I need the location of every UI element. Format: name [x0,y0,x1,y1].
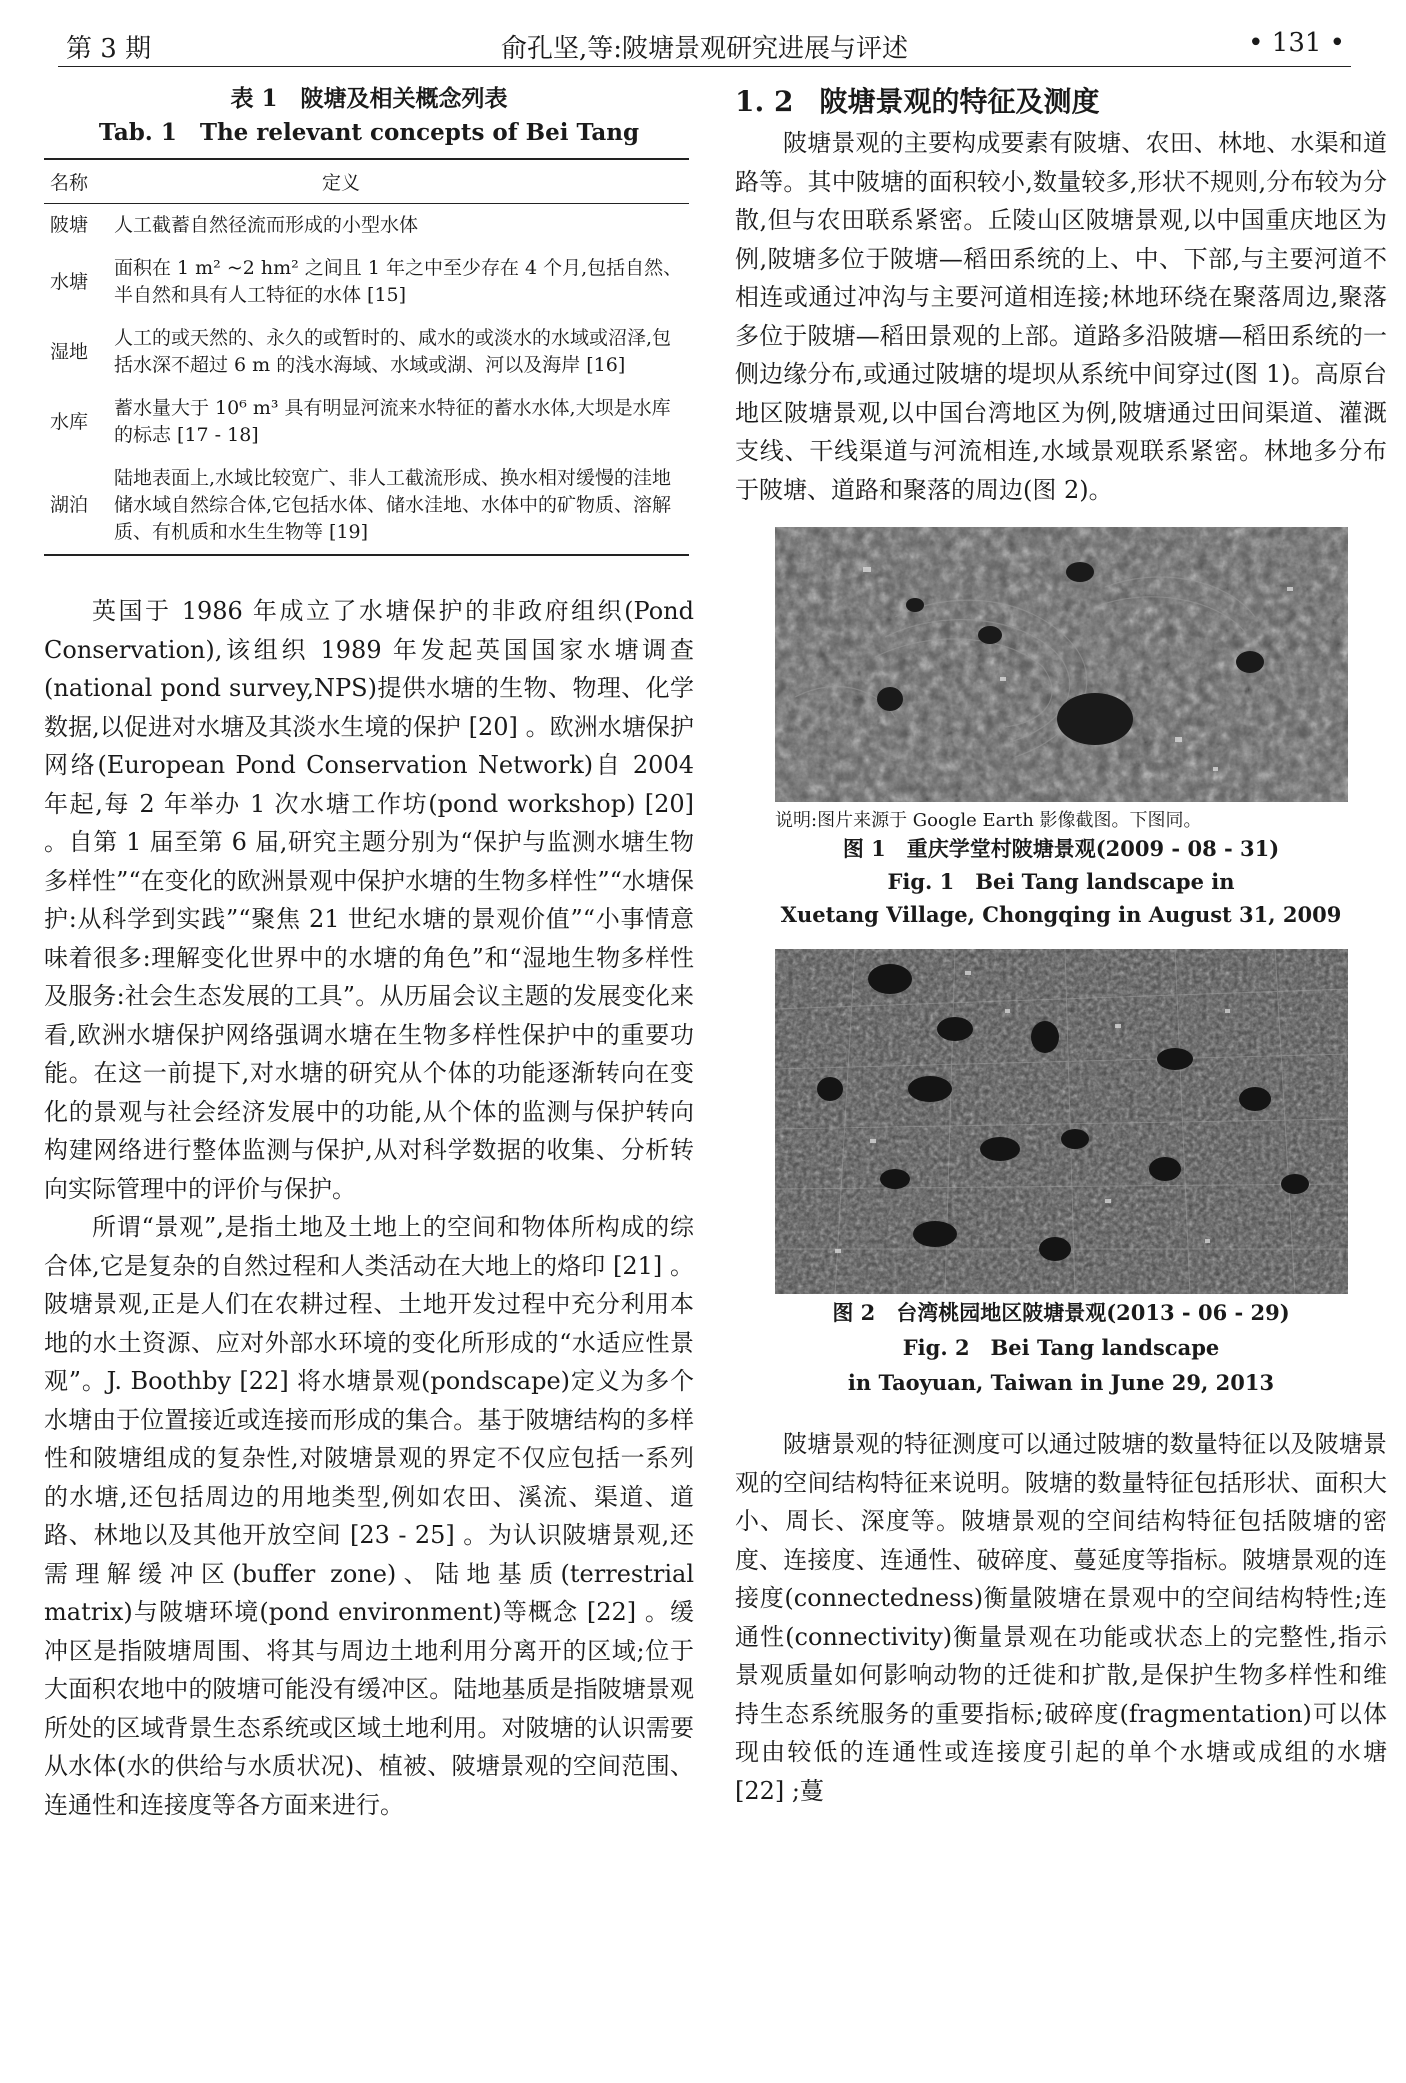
body-paragraph: 英国于 1986 年成立了水塘保护的非政府组织(Pond Conservation),该组织 1989 年发起英国国家水塘调查(national pond survey,NPS)提供水塘的生物、物理、化学数据,以促进对水塘及其淡水生境的保护 [20] 。欧洲水塘保护网络(European Pond Conservation Network)自 2004 年起,每 2 年举办 1 次水塘工作坊(pond workshop) [20] 。自第 1 届至第 6 届,研究主题分别为“保护与监测水塘生物多样性”“在变化的欧洲景观中保护水塘的生物多样性”“水塘保护:从科学到实践”“聚焦 21 世纪水塘的景观价值”“小事情意味着很多:理解变化世界中的水塘的角色”和“湿地生物多样性及服务:社会生态发展的工具”。从历届会议主题的发展变化来看,欧洲水塘保护网络强调水塘在生物多样性保护中的重要功能。在这一前提下,对水塘的研究从个体的功能逐渐转向在变化的景观与社会经济发展中的功能,从个体的监测与保护转向构建网络进行整体监测与保护,从对科学数据的收集、分析转向实际管理中的评价与保护。 [44,597,694,1203]
cell-definition: 陆地表面上,水域比较宽广、非人工截流形成、换水相对缓慢的洼地储水域自然综合体,它包括水体、储水洼地、水体中的矿物质、溶解质、有机质和水生生物等 [19] [114,467,672,543]
concepts-table [44,158,689,556]
figure-1-caption-en-line1: Fig. 1 Bei Tang landscape in [887,869,1235,894]
right-column [735,82,1387,1810]
cell-name: 水库 [50,410,89,433]
figure-1 [735,527,1387,931]
figure-1-caption-cn: 图 1 重庆学堂村陂塘景观(2009 - 08 - 31) [842,836,1280,861]
left-column [44,82,694,1824]
page-number: • 131 • [1248,28,1345,58]
body-paragraph: 所谓“景观”,是指土地及土地上的空间和物体所构成的综合体,它是复杂的自然过程和人类活动在大地上的烙印 [21] 。陂塘景观,正是人们在农耕过程、土地开发过程中充分利用本地的水土资源、应对外部水环境的变化所形成的“水适应性景观”。J. Boothby [22] 将水塘景观(pondscape)定义为多个水塘由于位置接近或连接而形成的集合。基于陂塘结构的多样性和陂塘组成的复杂性,对陂塘景观的界定不仅应包括一系列的水塘,还包括周边的用地类型,例如农田、溪流、渠道、道路、林地以及其他开放空间 [23 - 25] 。为认识陂塘景观,还需理解缓冲区(buffer zone)、陆地基质(terrestrial matrix)与陂塘环境(pond environment)等概念 [22] 。缓冲区是指陂塘周围、将其与周边土地利用分离开的区域;位于大面积农地中的陂塘可能没有缓冲区。陆地基质是指陂塘景观所处的区域背景生态系统或区域土地利用。对陂塘的认识需要从水体(水的供给与水质状况)、植被、陂塘景观的空间范围、连通性和连接度等各方面来进行。 [44,1213,694,1819]
cell-definition: 人工截蓄自然径流而形成的小型水体 [114,214,419,236]
col-header-name: 名称 [44,159,108,204]
table-caption-en: Tab. 1 The relevant concepts of Bei Tang [98,119,640,146]
figure-1-caption-en-line2: Xuetang Village, Chongqing in August 31, 2009 [780,902,1342,927]
col-header-definition: 定义 [108,159,689,204]
running-title: 俞孔坚,等:陂塘景观研究进展与评述 [500,34,909,64]
table-row [44,387,689,457]
cell-name: 水塘 [50,270,89,293]
cell-name: 陂塘 [50,214,89,236]
issue-number: 第 3 期 [66,34,152,64]
figure-2 [735,949,1387,1399]
table-row [44,457,689,555]
table-caption-cn: 表 1 陂塘及相关概念列表 [230,85,508,112]
table-header-row [44,159,689,204]
right-body-text-bottom [735,1425,1387,1810]
figure-2-caption-en-line1: Fig. 2 Bei Tang landscape [902,1335,1220,1360]
section-title: 陂塘景观的特征及测度 [819,85,1100,118]
figure-note: 说明:图片来源于 Google Earth 影像截图。下图同。 [775,810,1202,831]
section-number: 1. 2 [735,85,794,118]
satellite-image-taoyuan [775,949,1348,1294]
body-paragraph: 陂塘景观的特征测度可以通过陂塘的数量特征以及陂塘景观的空间结构特征来说明。陂塘的数量特征包括形状、面积大小、周长、深度等。陂塘景观的空间结构特征包括陂塘的密度、连接度、连通性、破碎度、蔓延度等指标。陂塘景观的连接度(connectedness)衡量陂塘在景观中的空间结构特性;连通性(connectivity)衡量景观在功能或状态上的完整性,指示景观质量如何影响动物的迁徙和扩散,是保护生物多样性和维持生态系统服务的重要指标;破碎度(fragmentation)可以体现由较低的连通性或连接度引起的单个水塘或成组的水塘 [22] ;蔓 [735,1430,1387,1805]
running-header [58,22,1351,67]
satellite-image-chongqing [775,527,1348,802]
table-row [44,317,689,387]
cell-definition: 蓄水量大于 10⁶ m³ 具有明显河流来水特征的蓄水水体,大坝是水库的标志 [17 - 18] [114,397,671,446]
section-heading [735,82,1387,122]
figure-2-caption-en-line2: in Taoyuan, Taiwan in June 29, 2013 [847,1370,1275,1395]
table-row [44,247,689,317]
cell-name: 湿地 [50,340,89,363]
cell-definition: 面积在 1 m² ~2 hm² 之间且 1 年之中至少存在 4 个月,包括自然、半自然和具有人工特征的水体 [15] [114,257,683,306]
cell-name: 湖泊 [50,494,89,516]
right-body-text-top [735,124,1387,509]
cell-definition: 人工的或天然的、永久的或暂时的、咸水的或淡水的水域或沼泽,包括水深不超过 6 m 的浅水海域、水域或湖、河以及海岸 [16] [114,327,672,376]
body-paragraph: 陂塘景观的主要构成要素有陂塘、农田、林地、水渠和道路等。其中陂塘的面积较小,数量较多,形状不规则,分布较为分散,但与农田联系紧密。丘陵山区陂塘景观,以中国重庆地区为例,陂塘多位于陂塘—稻田系统的上、中、下部,与主要河道不相连或通过冲沟与主要河道相连接;林地环绕在聚落周边,聚落多位于陂塘—稻田景观的上部。道路多沿陂塘—稻田系统的一侧边缘分布,或通过陂塘的堤坝从系统中间穿过(图 1)。高原台地区陂塘景观,以中国台湾地区为例,陂塘通过田间渠道、灌溉支线、干线渠道与河流相连,水域景观联系紧密。林地多分布于陂塘、道路和聚落的周边(图 2)。 [735,129,1387,504]
table-row [44,204,689,248]
figure-2-caption-cn: 图 2 台湾桃园地区陂塘景观(2013 - 06 - 29) [832,1300,1290,1325]
left-body-text [44,592,694,1824]
